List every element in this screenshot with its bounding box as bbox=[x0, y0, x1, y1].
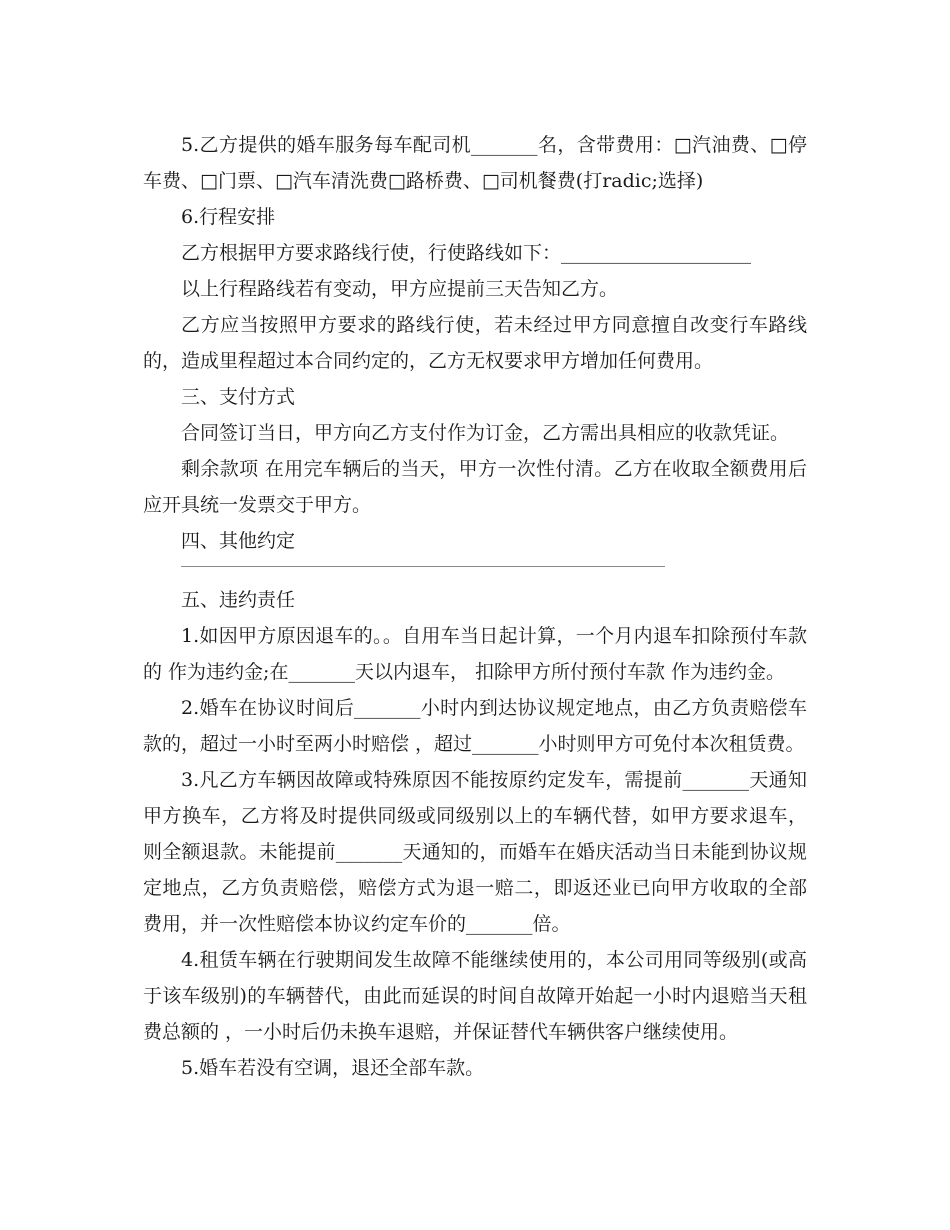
liability-clause-2: 2.婚车在协议时间后_______小时内到达协议规定地点，由乙方负责赔偿车款的，超过一小时至两小时赔偿 ，超过_______小时则甲方可免付本次租赁费。 bbox=[143, 697, 807, 755]
liability-clause-1: 1.如因甲方原因退车的。。自用车当日起计算，一个月内退车扣除预付车款的 作为违约金;在_______天以内退车， 扣除甲方所付预付车款 作为违约金。 bbox=[143, 625, 807, 683]
liability-clause-5: 5.婚车若没有空调，退还全部车款。 bbox=[181, 1057, 485, 1079]
heading-itinerary: 6.行程安排 bbox=[181, 206, 276, 228]
payment-balance-paragraph: 剩余款项 在用完车辆后的当天，甲方一次性付清。乙方在收取全额费用后应开具统一发票交于甲方。 bbox=[143, 458, 807, 516]
clause-5-driver-fees: 5.乙方提供的婚车服务每车配司机_______名，含带费用：□汽油费、□停车费、□门票、□汽车清洗费□路桥费、□司机餐费(打radic;选择) bbox=[143, 134, 807, 192]
section-heading-other: 四、其他约定 bbox=[181, 530, 296, 552]
liability-clause-4: 4.租赁车辆在行驶期间发生故障不能继续使用的，本公司用同等级别(或高于该车级别)的车辆替代，由此而延误的时间自故障开始起一小时内退赔当天租费总额的 ，一小时后仍未换车退赔，并保证替代车辆供客户继续使用。 bbox=[143, 949, 807, 1043]
document-body bbox=[143, 127, 807, 1086]
section-heading-payment: 三、支付方式 bbox=[181, 386, 296, 408]
liability-clause-3: 3.凡乙方车辆因故障或特殊原因不能按原约定发车，需提前_______天通知甲方换车，乙方将及时提供同级或同级别以上的车辆代替，如甲方要求退车，则全额退款。未能提前_______天通知的，而婚车在婚庆活动当日未能到协议规定地点，乙方负责赔偿，赔偿方式为退一赔二，即返还业已向甲方收取的全部费用，并一次性赔偿本协议约定车价的_______倍。 bbox=[143, 769, 807, 935]
route-deviation-paragraph: 乙方应当按照甲方要求的路线行使，若未经过甲方同意擅自改变行车路线的，造成里程超过本合同约定的，乙方无权要求甲方增加任何费用。 bbox=[143, 314, 807, 372]
route-paragraph: 乙方根据甲方要求路线行使，行使路线如下：____________________ bbox=[181, 242, 752, 264]
section-heading-liability: 五、违约责任 bbox=[181, 589, 296, 611]
route-change-paragraph: 以上行程路线若有变动，甲方应提前三天告知乙方。 bbox=[181, 278, 619, 300]
payment-deposit-paragraph: 合同签订当日，甲方向乙方支付作为订金，乙方需出具相应的收款凭证。 bbox=[181, 422, 790, 444]
other-terms-blank-line bbox=[181, 566, 665, 567]
